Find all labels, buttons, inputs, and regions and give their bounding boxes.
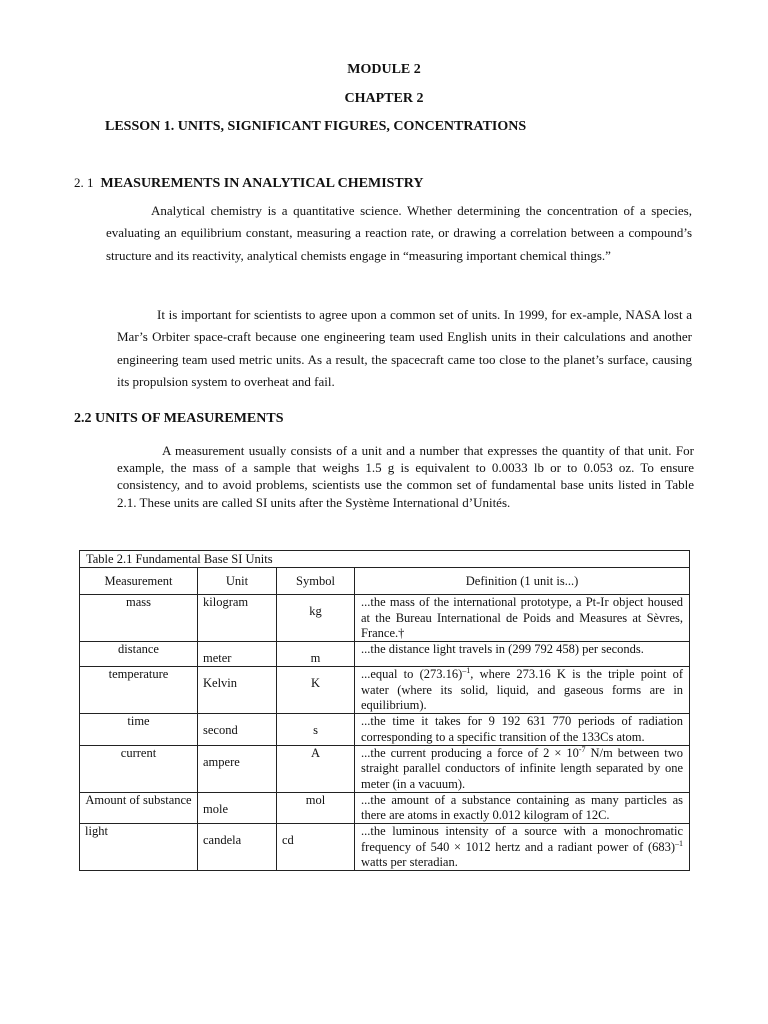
table-row <box>80 642 690 667</box>
section-2-2-heading: 2.2 UNITS OF MEASUREMENTS <box>74 411 284 426</box>
table-row <box>80 824 690 871</box>
module-title: MODULE 2 <box>347 62 421 77</box>
cell-symbol: cd <box>277 824 355 871</box>
cell-unit: kilogram <box>198 595 277 642</box>
header-definition: Definition (1 unit is...) <box>355 568 690 595</box>
cell-measurement: current <box>80 745 198 792</box>
lesson-title: LESSON 1. UNITS, SIGNIFICANT FIGURES, CONCENTRATIONS <box>105 119 527 134</box>
table-row <box>80 745 690 792</box>
cell-definition: ...the time it takes for 9 192 631 770 periods of radiation corresponding to a specific transition of the 133Cs atom. <box>355 714 690 746</box>
paragraph-si-units-nasa: It is important for scientists to agree upon a common set of units. In 1999, for ex-ample, NASA lost a Mar’s Orbiter space-craft because one engineering team used English units in their calculations and another engineering team used metric units. As a result, the spacecraft came too close to the planet’s surface, causing its propulsion system to overheat and fail. <box>117 307 692 389</box>
header-measurement: Measurement <box>80 568 198 595</box>
cell-measurement: Amount of substance <box>80 792 198 824</box>
table-caption: Table 2.1 Fundamental Base SI Units <box>80 551 690 568</box>
cell-unit: mole <box>198 792 277 824</box>
paragraph-units-of-measurement: A measurement usually consists of a unit and a number that expresses the quantity of that unit. For example, the mass of a sample that weighs 1.5 g is equivalent to 0.0033 lb or to 0.053 oz. To ensure consistency, and to avoid problems, scientists use the common set of fundamental base units listed in Table 2.1. These units are called SI units after the Système International d’Unités. <box>117 443 694 510</box>
cell-symbol: m <box>277 642 355 667</box>
section-title: MEASUREMENTS IN ANALYTICAL CHEMISTRY <box>100 176 424 191</box>
table-row <box>80 714 690 746</box>
cell-definition: ...the mass of the international prototype, a Pt-Ir object housed at the Bureau International de Poids and Measures at Sèvres, France.† <box>355 595 690 642</box>
cell-symbol: A <box>277 745 355 792</box>
cell-unit: meter <box>198 642 277 667</box>
cell-unit: candela <box>198 824 277 871</box>
section-2-1-heading <box>74 175 424 192</box>
cell-definition: ...the current producing a force of $2 \times 10^{-7}$ N/m between two straight parallel conductors of infinite length separated by one meter (in a vacuum). <box>355 745 690 792</box>
cell-unit: ampere <box>198 745 277 792</box>
table-caption-row <box>80 551 690 568</box>
cell-unit: second <box>198 714 277 746</box>
header-symbol: Symbol <box>277 568 355 595</box>
table-row <box>80 595 690 642</box>
table-row <box>80 667 690 714</box>
cell-measurement: time <box>80 714 198 746</box>
cell-definition: ...the distance light travels in (299 792 458) per seconds. <box>355 642 690 667</box>
paragraph-analytical-chemistry: Analytical chemistry is a quantitative science. Whether determining the concentration of a species, evaluating an equilibrium constant, measuring a reaction rate, or drawing a correlation between a compound’s structure and its reactivity, analytical chemists engage in “measuring important chemical things.” <box>106 203 692 263</box>
header-unit: Unit <box>198 568 277 595</box>
cell-definition: ...the amount of a substance containing as many particles as there are atoms in exactly 0.012 kilogram of 12C. <box>355 792 690 824</box>
cell-definition: ...the luminous intensity of a source with a monochromatic frequency of 540 × 1012 hertz and a radiant power of $(683)^{-1}$ watts per steradian. <box>355 824 690 871</box>
cell-symbol: kg <box>277 595 355 642</box>
table-header-row <box>80 568 690 595</box>
cell-measurement: temperature <box>80 667 198 714</box>
cell-measurement: light <box>80 824 198 871</box>
section-number: 2. 1 <box>74 175 94 190</box>
chapter-title: CHAPTER 2 <box>344 91 424 106</box>
cell-symbol: mol <box>277 792 355 824</box>
cell-symbol: s <box>277 714 355 746</box>
cell-symbol: K <box>277 667 355 714</box>
cell-unit: Kelvin <box>198 667 277 714</box>
cell-definition: ...equal to $(273.16)^{-1}$, where 273.16 K is the triple point of water (where its solid, liquid, and gaseous forms are in equilibrium). <box>355 667 690 714</box>
table-row <box>80 792 690 824</box>
cell-measurement: distance <box>80 642 198 667</box>
cell-measurement: mass <box>80 595 198 642</box>
si-units-table <box>79 550 690 871</box>
